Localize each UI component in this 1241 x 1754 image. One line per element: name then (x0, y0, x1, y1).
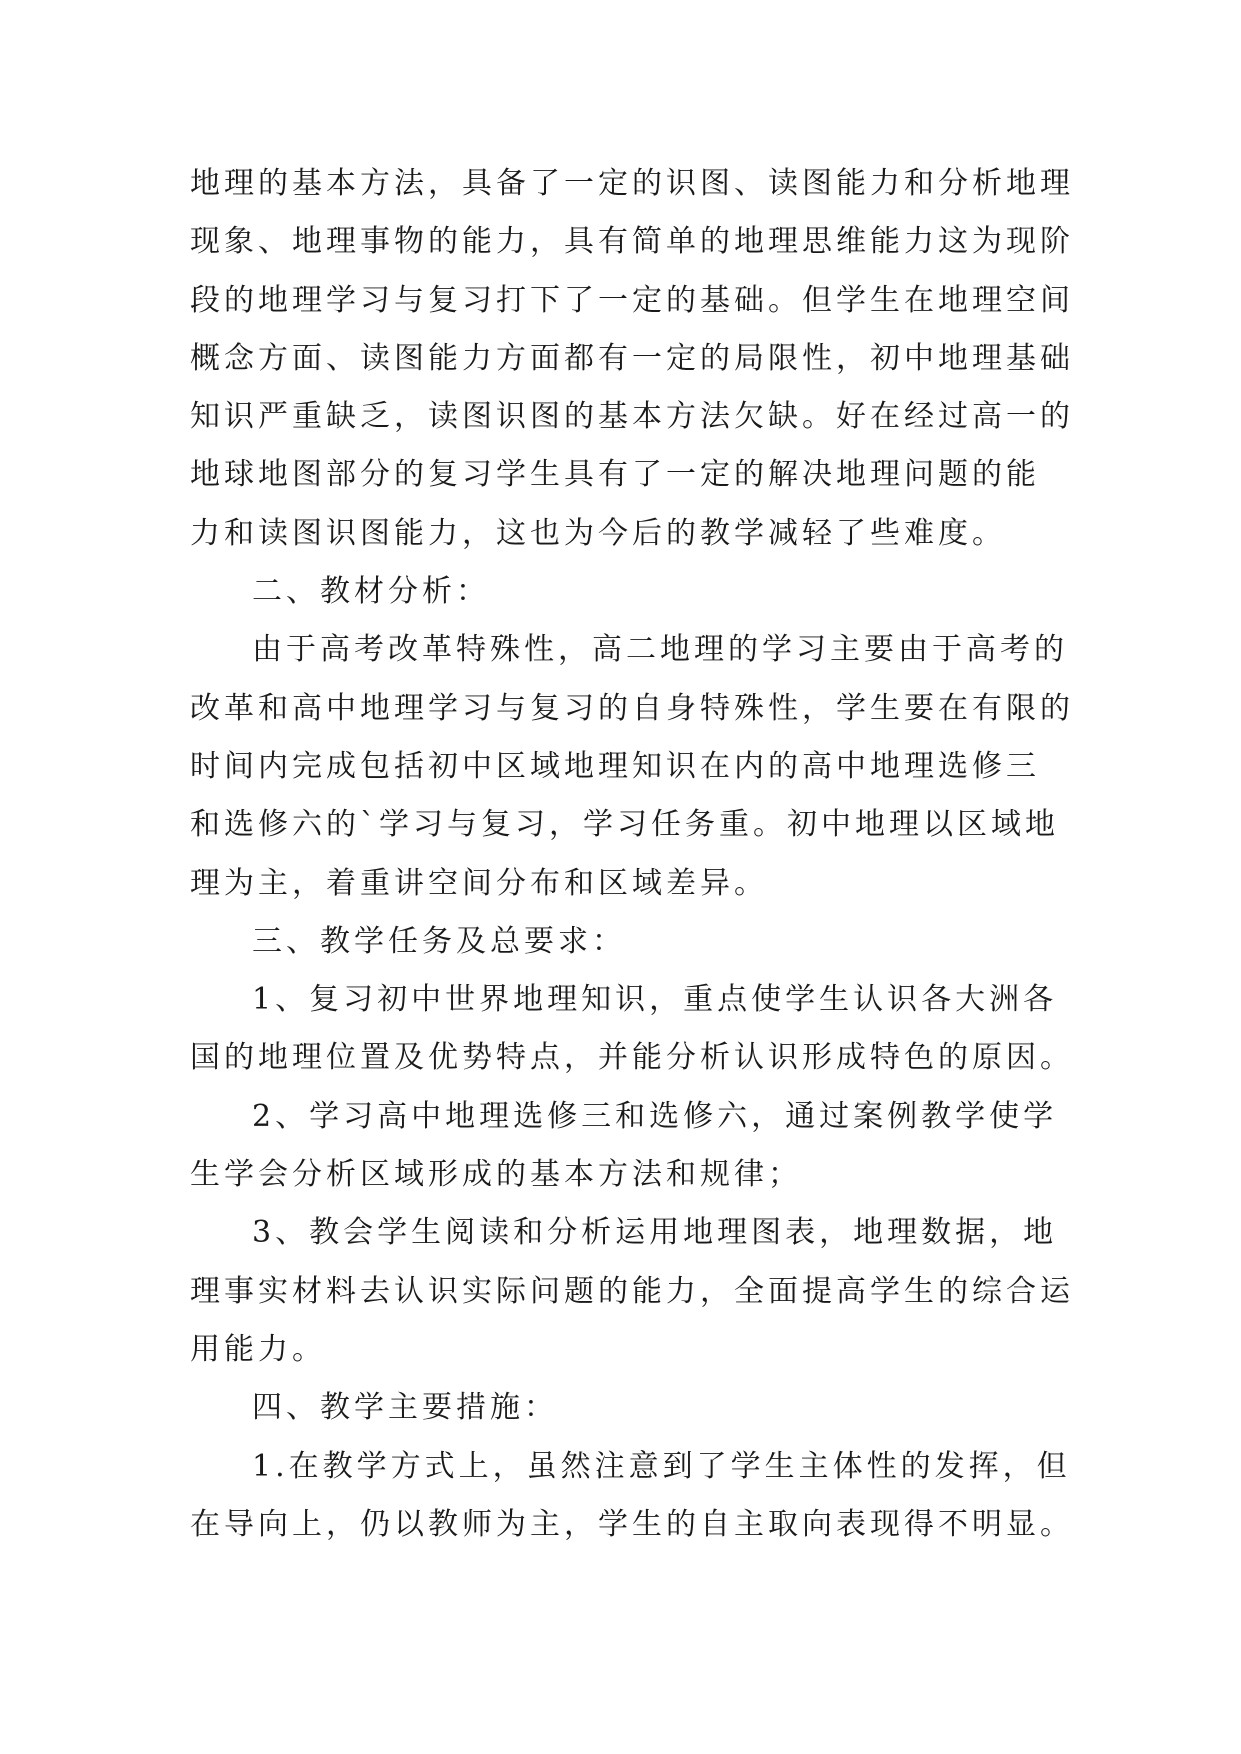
text-line: 在导向上，仍以教师为主，学生的自主取向表现得不明显。 (190, 1506, 1074, 1542)
text-line: 由于高考改革特殊性，高二地理的学习主要由于高考的 (252, 632, 1068, 668)
text-line: 段的地理学习与复习打下了一定的基础。但学生在地理空间 (190, 282, 1074, 318)
list-item-2: 2、学习高中地理选修三和选修六，通过案例教学使学 (252, 1098, 1058, 1134)
text-line: 和选修六的`学习与复习，学习任务重。初中地理以区域地 (190, 807, 1059, 843)
text-line: 改革和高中地理学习与复习的自身特殊性，学生要在有限的 (190, 690, 1074, 726)
text-line: 现象、地理事物的能力，具有简单的地理思维能力这为现阶 (190, 224, 1074, 260)
text-line: 用能力。 (190, 1331, 326, 1367)
section-heading-teaching-measures: 四、教学主要措施： (252, 1390, 558, 1426)
text-line: 时间内完成包括初中区域地理知识在内的高中地理选修三 (190, 748, 1040, 784)
text-line: 理事实材料去认识实际问题的能力，全面提高学生的综合运 (190, 1273, 1074, 1309)
text-line: 知识严重缺乏，读图识图的基本方法欠缺。好在经过高一的 (190, 399, 1074, 435)
text-line: 生学会分析区域形成的基本方法和规律； (190, 1157, 802, 1193)
text-line: 地球地图部分的复习学生具有了一定的解决地理问题的能 (190, 457, 1040, 493)
text-line: 理为主，着重讲空间分布和区域差异。 (190, 865, 768, 901)
list-item-measure-1: 1.在教学方式上，虽然注意到了学生主体性的发挥，但 (252, 1448, 1071, 1484)
document-body (190, 155, 1074, 1554)
text-line: 力和读图识图能力，这也为今后的教学减轻了些难度。 (190, 515, 1006, 551)
list-item-3: 3、教会学生阅读和分析运用地理图表，地理数据，地 (252, 1215, 1058, 1251)
text-line: 概念方面、读图能力方面都有一定的局限性，初中地理基础 (190, 340, 1074, 376)
list-item-1: 1、复习初中世界地理知识，重点使学生认识各大洲各 (252, 982, 1058, 1018)
text-line: 地理的基本方法，具备了一定的识图、读图能力和分析地理 (190, 166, 1074, 201)
section-heading-textbook-analysis: 二、教材分析： (252, 574, 490, 610)
section-heading-teaching-tasks: 三、教学任务及总要求： (252, 923, 626, 959)
text-line: 国的地理位置及优势特点，并能分析认识形成特色的原因。 (190, 1040, 1074, 1076)
